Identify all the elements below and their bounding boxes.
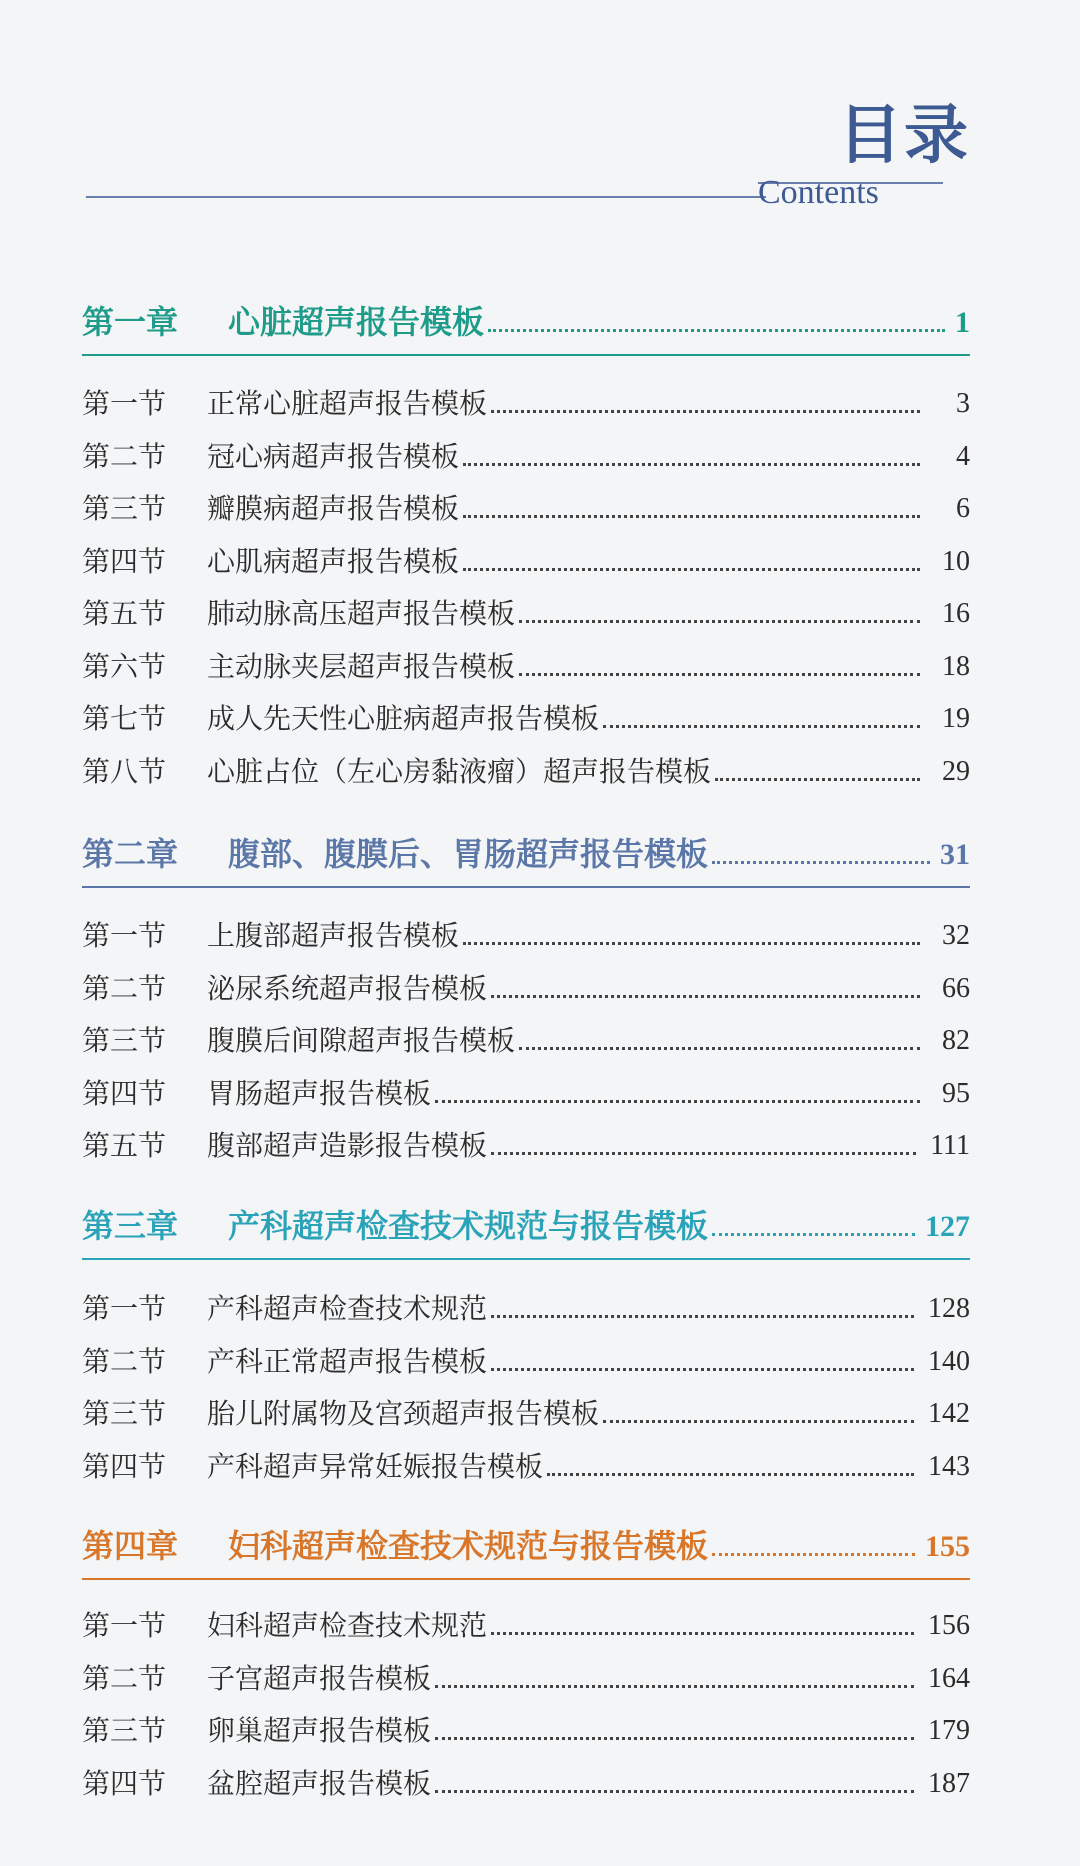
section-page-number: 3 bbox=[956, 388, 970, 419]
section-number: 第一节 bbox=[82, 387, 167, 420]
section-number: 第六节 bbox=[82, 649, 167, 683]
section-page-number: 156 bbox=[928, 1610, 970, 1641]
section-entry[interactable] bbox=[82, 1068, 970, 1108]
section-page-number: 179 bbox=[928, 1715, 970, 1746]
chapter-heading[interactable] bbox=[82, 1196, 970, 1245]
section-number: 第三节 bbox=[82, 1714, 167, 1747]
section-title: 腹部超声造影报告模板 bbox=[207, 1129, 488, 1162]
section-number: 第一节 bbox=[82, 1292, 167, 1325]
chapter-page-number: 31 bbox=[940, 838, 970, 871]
section-entry[interactable] bbox=[82, 746, 970, 786]
dot-leader bbox=[463, 463, 920, 466]
section-title: 泌尿系统超声报告模板 bbox=[207, 971, 488, 1005]
section-title: 产科超声检查技术规范 bbox=[207, 1292, 488, 1325]
section-title: 胃肠超声报告模板 bbox=[207, 1076, 432, 1110]
section-page-number: 10 bbox=[942, 545, 970, 577]
section-number: 第五节 bbox=[82, 597, 167, 630]
section-page-number: 16 bbox=[942, 598, 970, 629]
chapter-heading[interactable] bbox=[82, 292, 970, 341]
chapter-number: 第二章 bbox=[82, 835, 179, 873]
section-title: 心肌病超声报告模板 bbox=[207, 544, 460, 578]
dot-leader bbox=[712, 1553, 915, 1556]
dot-leader bbox=[715, 778, 920, 781]
section-page-number: 111 bbox=[930, 1130, 970, 1161]
section-entry[interactable] bbox=[82, 1015, 970, 1055]
dot-leader bbox=[463, 942, 920, 945]
section-entry[interactable] bbox=[82, 693, 970, 733]
section-title: 妇科超声检查技术规范 bbox=[207, 1609, 488, 1642]
dot-leader bbox=[491, 995, 920, 998]
dot-leader bbox=[547, 1473, 914, 1476]
chapter-heading[interactable] bbox=[82, 1516, 970, 1565]
chapter-divider bbox=[82, 354, 970, 356]
section-page-number: 143 bbox=[928, 1450, 970, 1482]
section-entry[interactable] bbox=[82, 1758, 970, 1798]
section-page-number: 142 bbox=[928, 1398, 970, 1429]
section-number: 第三节 bbox=[82, 1024, 167, 1057]
dot-leader bbox=[491, 1368, 914, 1371]
section-page-number: 187 bbox=[928, 1767, 970, 1799]
section-entry[interactable] bbox=[82, 1705, 970, 1745]
section-page-number: 82 bbox=[942, 1025, 970, 1056]
section-entry[interactable] bbox=[82, 483, 970, 523]
dot-leader bbox=[712, 861, 930, 864]
section-page-number: 4 bbox=[956, 440, 970, 472]
dot-leader bbox=[435, 1790, 914, 1793]
section-page-number: 19 bbox=[942, 703, 970, 734]
dot-leader bbox=[488, 329, 945, 332]
dot-leader bbox=[435, 1100, 920, 1103]
section-number: 第一节 bbox=[82, 919, 167, 952]
chapter-page-number: 127 bbox=[925, 1210, 970, 1243]
section-page-number: 18 bbox=[942, 650, 970, 682]
section-number: 第七节 bbox=[82, 702, 167, 735]
section-page-number: 140 bbox=[928, 1345, 970, 1377]
section-page-number: 6 bbox=[956, 493, 970, 524]
dot-leader bbox=[491, 1632, 914, 1635]
chapter-title: 妇科超声检查技术规范与报告模板 bbox=[228, 1527, 709, 1565]
section-number: 第四节 bbox=[82, 1076, 167, 1110]
section-number: 第二节 bbox=[82, 1344, 167, 1378]
section-entry[interactable] bbox=[82, 963, 970, 1003]
section-entry[interactable] bbox=[82, 1388, 970, 1428]
section-title: 卵巢超声报告模板 bbox=[207, 1714, 432, 1747]
section-entry[interactable] bbox=[82, 1653, 970, 1693]
section-entry[interactable] bbox=[82, 588, 970, 628]
section-entry[interactable] bbox=[82, 641, 970, 681]
chapter-number: 第三章 bbox=[82, 1207, 179, 1245]
section-number: 第四节 bbox=[82, 1449, 167, 1483]
section-number: 第四节 bbox=[82, 1766, 167, 1800]
chapter-number: 第四章 bbox=[82, 1527, 179, 1565]
section-entry[interactable] bbox=[82, 1441, 970, 1481]
dot-leader bbox=[603, 1420, 914, 1423]
section-title: 肺动脉高压超声报告模板 bbox=[207, 597, 516, 630]
chapter-title: 心脏超声报告模板 bbox=[228, 303, 485, 341]
section-title: 正常心脏超声报告模板 bbox=[207, 387, 488, 420]
dot-leader bbox=[491, 1315, 914, 1318]
section-number: 第二节 bbox=[82, 971, 167, 1005]
dot-leader bbox=[463, 568, 920, 571]
chapter-heading[interactable] bbox=[82, 824, 970, 873]
section-number: 第三节 bbox=[82, 1397, 167, 1430]
section-title: 胎儿附属物及宫颈超声报告模板 bbox=[207, 1397, 600, 1430]
section-title: 主动脉夹层超声报告模板 bbox=[207, 649, 516, 683]
page-title: 目录 bbox=[838, 99, 970, 173]
section-title: 冠心病超声报告模板 bbox=[207, 439, 460, 473]
chapter-divider bbox=[82, 886, 970, 888]
chapter-page-number: 155 bbox=[925, 1530, 970, 1563]
section-title: 子宫超声报告模板 bbox=[207, 1661, 432, 1695]
dot-leader bbox=[712, 1233, 915, 1236]
section-page-number: 66 bbox=[942, 972, 970, 1004]
section-number: 第三节 bbox=[82, 492, 167, 525]
section-page-number: 164 bbox=[928, 1662, 970, 1694]
chapter-divider bbox=[82, 1258, 970, 1260]
dot-leader bbox=[491, 410, 920, 413]
section-entry[interactable] bbox=[82, 1336, 970, 1376]
section-page-number: 128 bbox=[928, 1293, 970, 1324]
title-divider bbox=[86, 196, 766, 198]
section-page-number: 95 bbox=[942, 1077, 970, 1109]
dot-leader bbox=[519, 673, 920, 676]
section-entry[interactable] bbox=[82, 431, 970, 471]
chapter-title: 产科超声检查技术规范与报告模板 bbox=[228, 1207, 709, 1245]
section-entry[interactable] bbox=[82, 1120, 970, 1160]
chapter-number: 第一章 bbox=[82, 303, 179, 341]
section-title: 产科正常超声报告模板 bbox=[207, 1344, 488, 1378]
page-subtitle: Contents bbox=[758, 174, 879, 211]
section-title: 心脏占位（左心房黏液瘤）超声报告模板 bbox=[207, 754, 712, 788]
chapter-page-number: 1 bbox=[955, 306, 970, 339]
chapter-title: 腹部、腹膜后、胃肠超声报告模板 bbox=[228, 835, 709, 873]
section-number: 第八节 bbox=[82, 754, 167, 788]
section-title: 上腹部超声报告模板 bbox=[207, 919, 460, 952]
dot-leader bbox=[463, 515, 920, 518]
section-entry[interactable] bbox=[82, 1600, 970, 1640]
section-title: 成人先天性心脏病超声报告模板 bbox=[207, 702, 600, 735]
section-number: 第二节 bbox=[82, 439, 167, 473]
section-entry[interactable] bbox=[82, 910, 970, 950]
section-number: 第一节 bbox=[82, 1609, 167, 1642]
section-entry[interactable] bbox=[82, 378, 970, 418]
section-title: 产科超声异常妊娠报告模板 bbox=[207, 1449, 544, 1483]
section-title: 瓣膜病超声报告模板 bbox=[207, 492, 460, 525]
section-entry[interactable] bbox=[82, 1283, 970, 1323]
dot-leader bbox=[491, 1152, 916, 1155]
section-number: 第四节 bbox=[82, 544, 167, 578]
dot-leader bbox=[519, 1047, 920, 1050]
section-page-number: 29 bbox=[942, 755, 970, 787]
dot-leader bbox=[435, 1685, 914, 1688]
section-number: 第二节 bbox=[82, 1661, 167, 1695]
section-number: 第五节 bbox=[82, 1129, 167, 1162]
section-page-number: 32 bbox=[942, 920, 970, 951]
chapter-divider bbox=[82, 1578, 970, 1580]
section-title: 盆腔超声报告模板 bbox=[207, 1766, 432, 1800]
section-title: 腹膜后间隙超声报告模板 bbox=[207, 1024, 516, 1057]
dot-leader bbox=[435, 1737, 914, 1740]
dot-leader bbox=[519, 620, 920, 623]
dot-leader bbox=[603, 725, 920, 728]
section-entry[interactable] bbox=[82, 536, 970, 576]
